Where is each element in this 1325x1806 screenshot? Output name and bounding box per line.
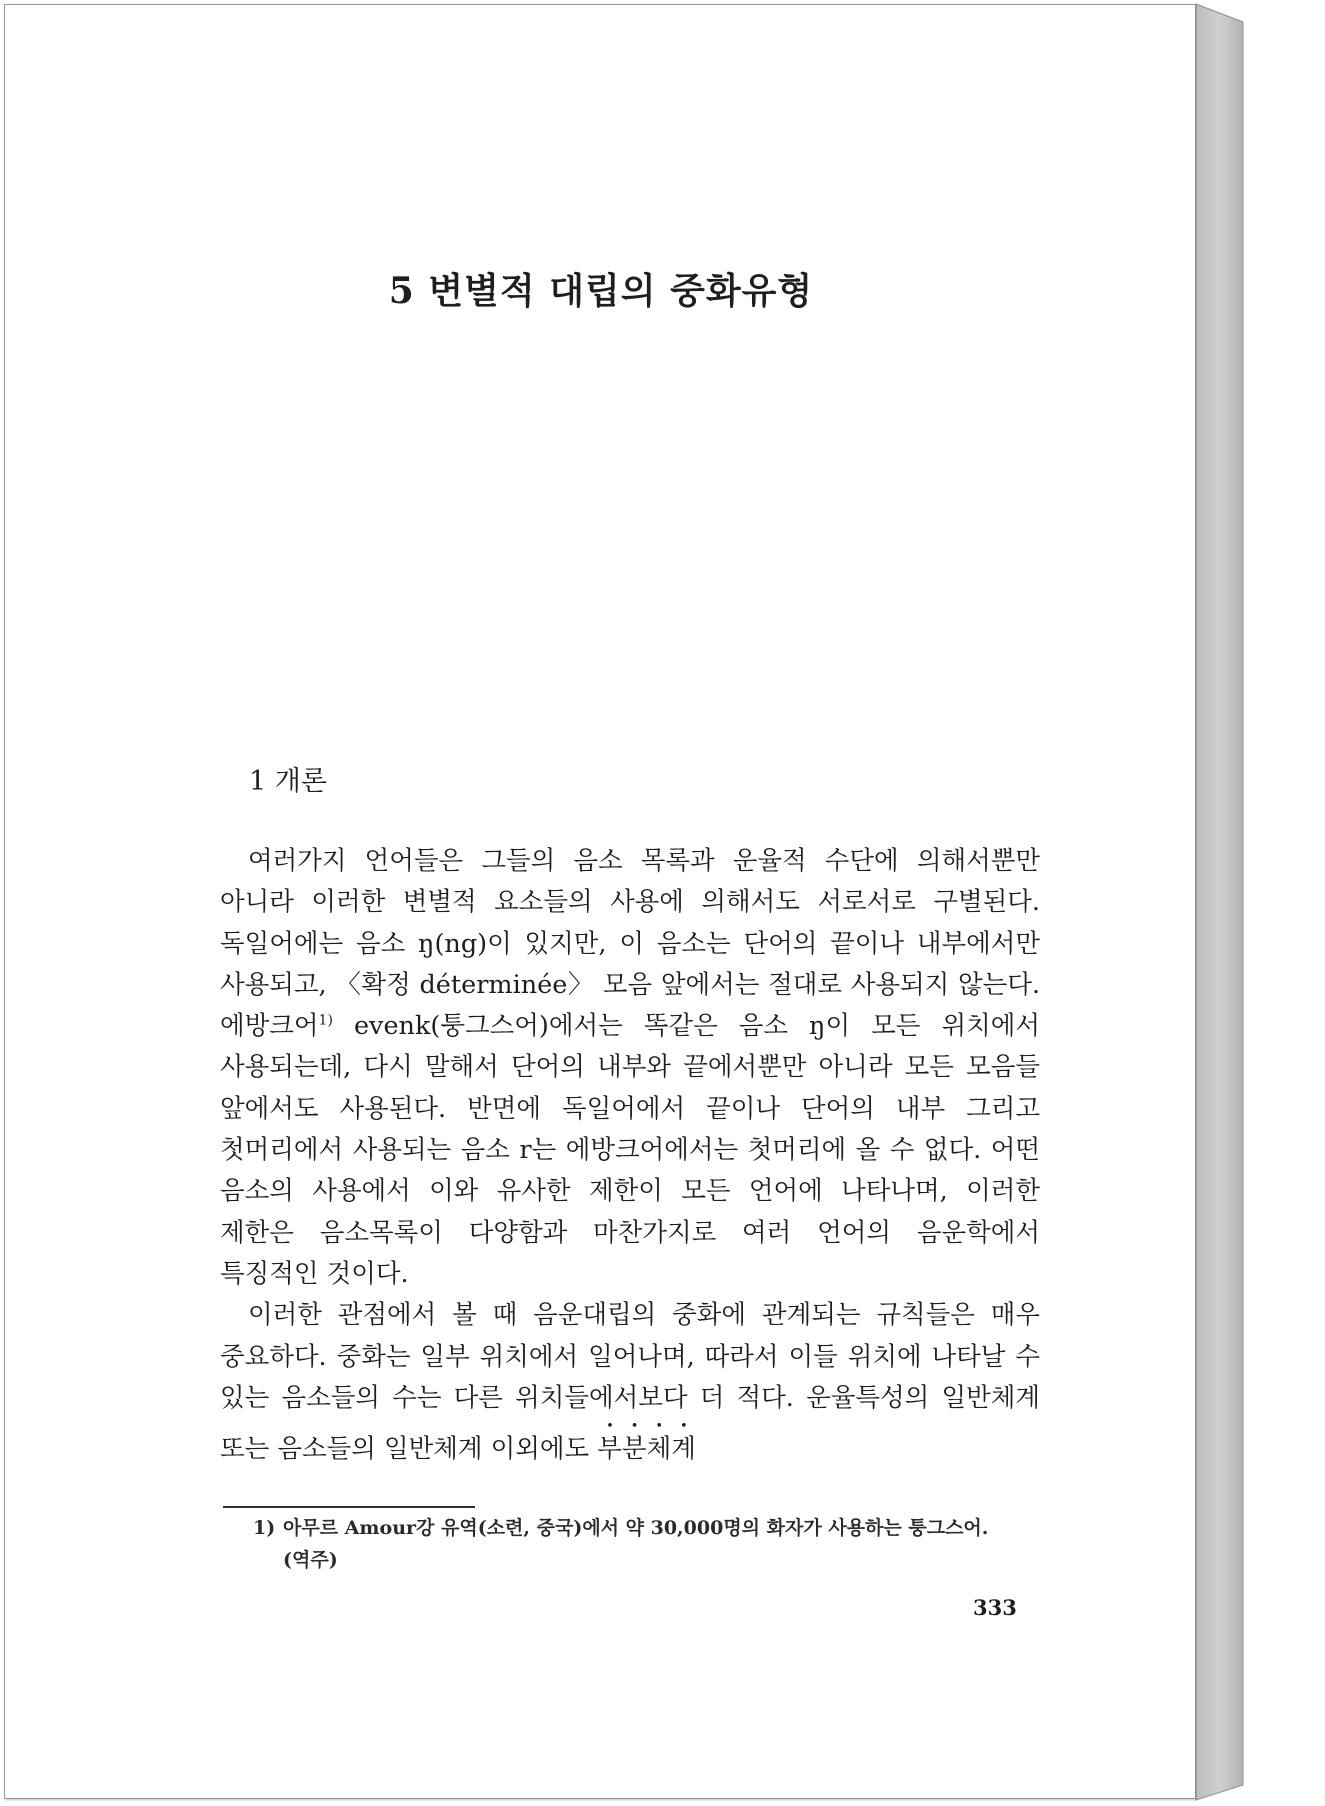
footnote-number: 1) [253,1517,276,1539]
paragraph-text: 여러가지 언어들은 그들의 음소 목록과 운율적 수단에 의해서뿐만 아니라 이러한 변별적 요소들의 사용에 의해서도 서로서로 구별된다. 독일어에는 음소 ŋ(ng)이 있지만, 이 음소는 단어의 끝이나 내부에서만 사용되고, 〈확정 déterminée〉 모음 앞에서는 절대로 사용되지 않는다. 에방크어 [220,846,1040,1042]
footnote [255,1512,1040,1576]
footnote-reference: 1) [318,1012,333,1029]
book-edge-graphic [1196,0,1325,1806]
section-heading: 1 개론 [249,766,327,797]
footnote-text: 아무르 Amour강 유역(소련, 중국)에서 약 30,000명의 화자가 사용하는 퉁그스어. (역주) [283,1517,989,1571]
paragraph-text: evenk(퉁그스어)에서는 똑같은 음소 ŋ이 모든 위치에서 사용되는데, 다시 말해서 단어의 내부와 끝에서뿐만 아니라 모든 모음들 앞에서도 사용된다. 반면에 독일어에서 끝이나 단어의 내부 그리고 첫머리에서 사용되는 음소 r는 에방크어에서는 첫머리에 올 수 없다. 어떤 음소의 사용에서 이와 유사한 제한이 모든 언어에 나타나며, 이러한 제한은 음소목록이 다양함과 마찬가지로 여러 언어의 음운학에서 특징적인 것이다. [220,1011,1040,1289]
body-text [220,841,1040,1470]
emphasized-term: 부분체계 [597,1434,696,1465]
chapter-title: 5 변별적 대립의 중화유형 [388,270,814,313]
page-number: 333 [973,1595,1017,1620]
paragraph-text: 이러한 관점에서 볼 때 음운대립의 중화에 관계되는 규칙들은 매우 중요하다. 중화는 일부 위치에서 일어나며, 따라서 이들 위치에 나타날 수 있는 음소들의 수는 다른 위치들에서보다 더 적다. 운율특성의 일반체계 또는 음소들의 일반체계 이외에도 [220,1300,1040,1465]
paragraph [220,1295,1040,1470]
paragraph [220,841,1040,1295]
book-page [4,4,1196,1799]
footnote-divider [223,1506,475,1508]
